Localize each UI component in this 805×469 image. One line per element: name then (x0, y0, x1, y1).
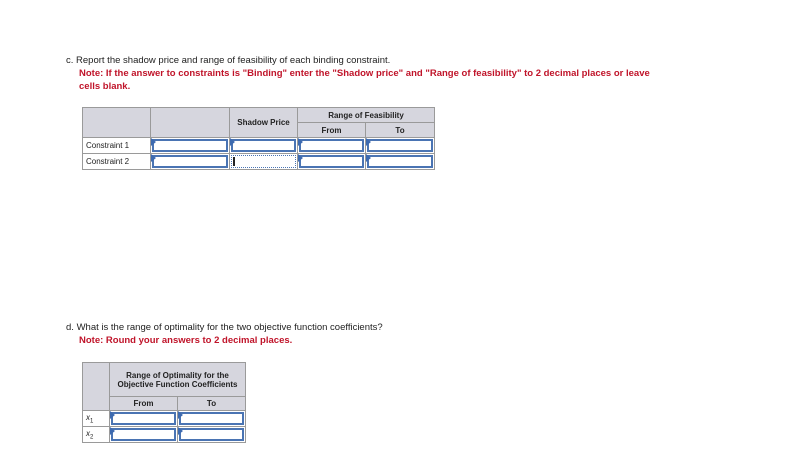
shadow-price-input-1[interactable] (230, 138, 298, 154)
row-label-constraint-1: Constraint 1 (83, 138, 151, 154)
table-row (83, 154, 435, 170)
x1-to-input[interactable] (178, 411, 246, 427)
dropdown-flag-icon (151, 154, 156, 162)
table-row (83, 138, 435, 154)
from-input-2[interactable] (298, 154, 366, 170)
table-row (83, 427, 246, 443)
dropdown-flag-icon (230, 138, 235, 146)
x2-from-input[interactable] (110, 427, 178, 443)
x1-from-input[interactable] (110, 411, 178, 427)
optimality-table (82, 362, 246, 443)
dropdown-flag-icon (110, 411, 115, 419)
row-label-constraint-2: Constraint 2 (83, 154, 151, 170)
question-c-text: Report the shadow price and range of feasibility of each binding constraint. (76, 55, 391, 66)
blank-header-cell-2 (151, 108, 230, 138)
from-header: From (110, 397, 178, 411)
dropdown-flag-icon (366, 154, 371, 162)
binding-input-2[interactable] (151, 154, 230, 170)
dropdown-flag-icon (178, 411, 183, 419)
dropdown-flag-icon (110, 427, 115, 435)
row-label-x1: $x_1$ (83, 411, 110, 427)
to-input-1[interactable] (366, 138, 435, 154)
to-header: To (178, 397, 246, 411)
binding-input-1[interactable] (151, 138, 230, 154)
question-d (66, 321, 383, 347)
blank-header-cell (83, 363, 110, 411)
question-d-text: What is the range of optimality for the two objective function coefficients? (76, 322, 383, 333)
from-input-1[interactable] (298, 138, 366, 154)
dropdown-flag-icon (151, 138, 156, 146)
table-row (83, 411, 246, 427)
dropdown-flag-icon (298, 154, 303, 162)
dropdown-flag-icon (178, 427, 183, 435)
feasibility-table (82, 107, 435, 170)
question-c-prefix: c. (66, 55, 74, 66)
dropdown-flag-icon (366, 138, 371, 146)
blank-header-cell (83, 108, 151, 138)
x2-to-input[interactable] (178, 427, 246, 443)
to-header: To (366, 123, 435, 138)
question-d-note: Note: Round your answers to 2 decimal places. (79, 335, 293, 346)
text-cursor (233, 157, 235, 166)
from-header: From (298, 123, 366, 138)
question-d-prefix: d. (66, 322, 74, 333)
row-label-x2: $x_2$ (83, 427, 110, 443)
dropdown-flag-icon (298, 138, 303, 146)
question-c-note-line1: Note: If the answer to constraints is "Binding" enter the "Shadow price" and "Range of feasibility" to 2 decimal places or leave (79, 68, 650, 79)
question-c (66, 54, 650, 93)
range-of-feasibility-header: Range of Feasibility (298, 108, 435, 123)
question-c-note-line2: cells blank. (79, 81, 131, 92)
shadow-price-input-2[interactable] (230, 154, 298, 170)
shadow-price-header: Shadow Price (230, 108, 298, 138)
to-input-2[interactable] (366, 154, 435, 170)
range-of-optimality-header: Range of Optimality for the Objective Function Coefficients (110, 363, 246, 397)
